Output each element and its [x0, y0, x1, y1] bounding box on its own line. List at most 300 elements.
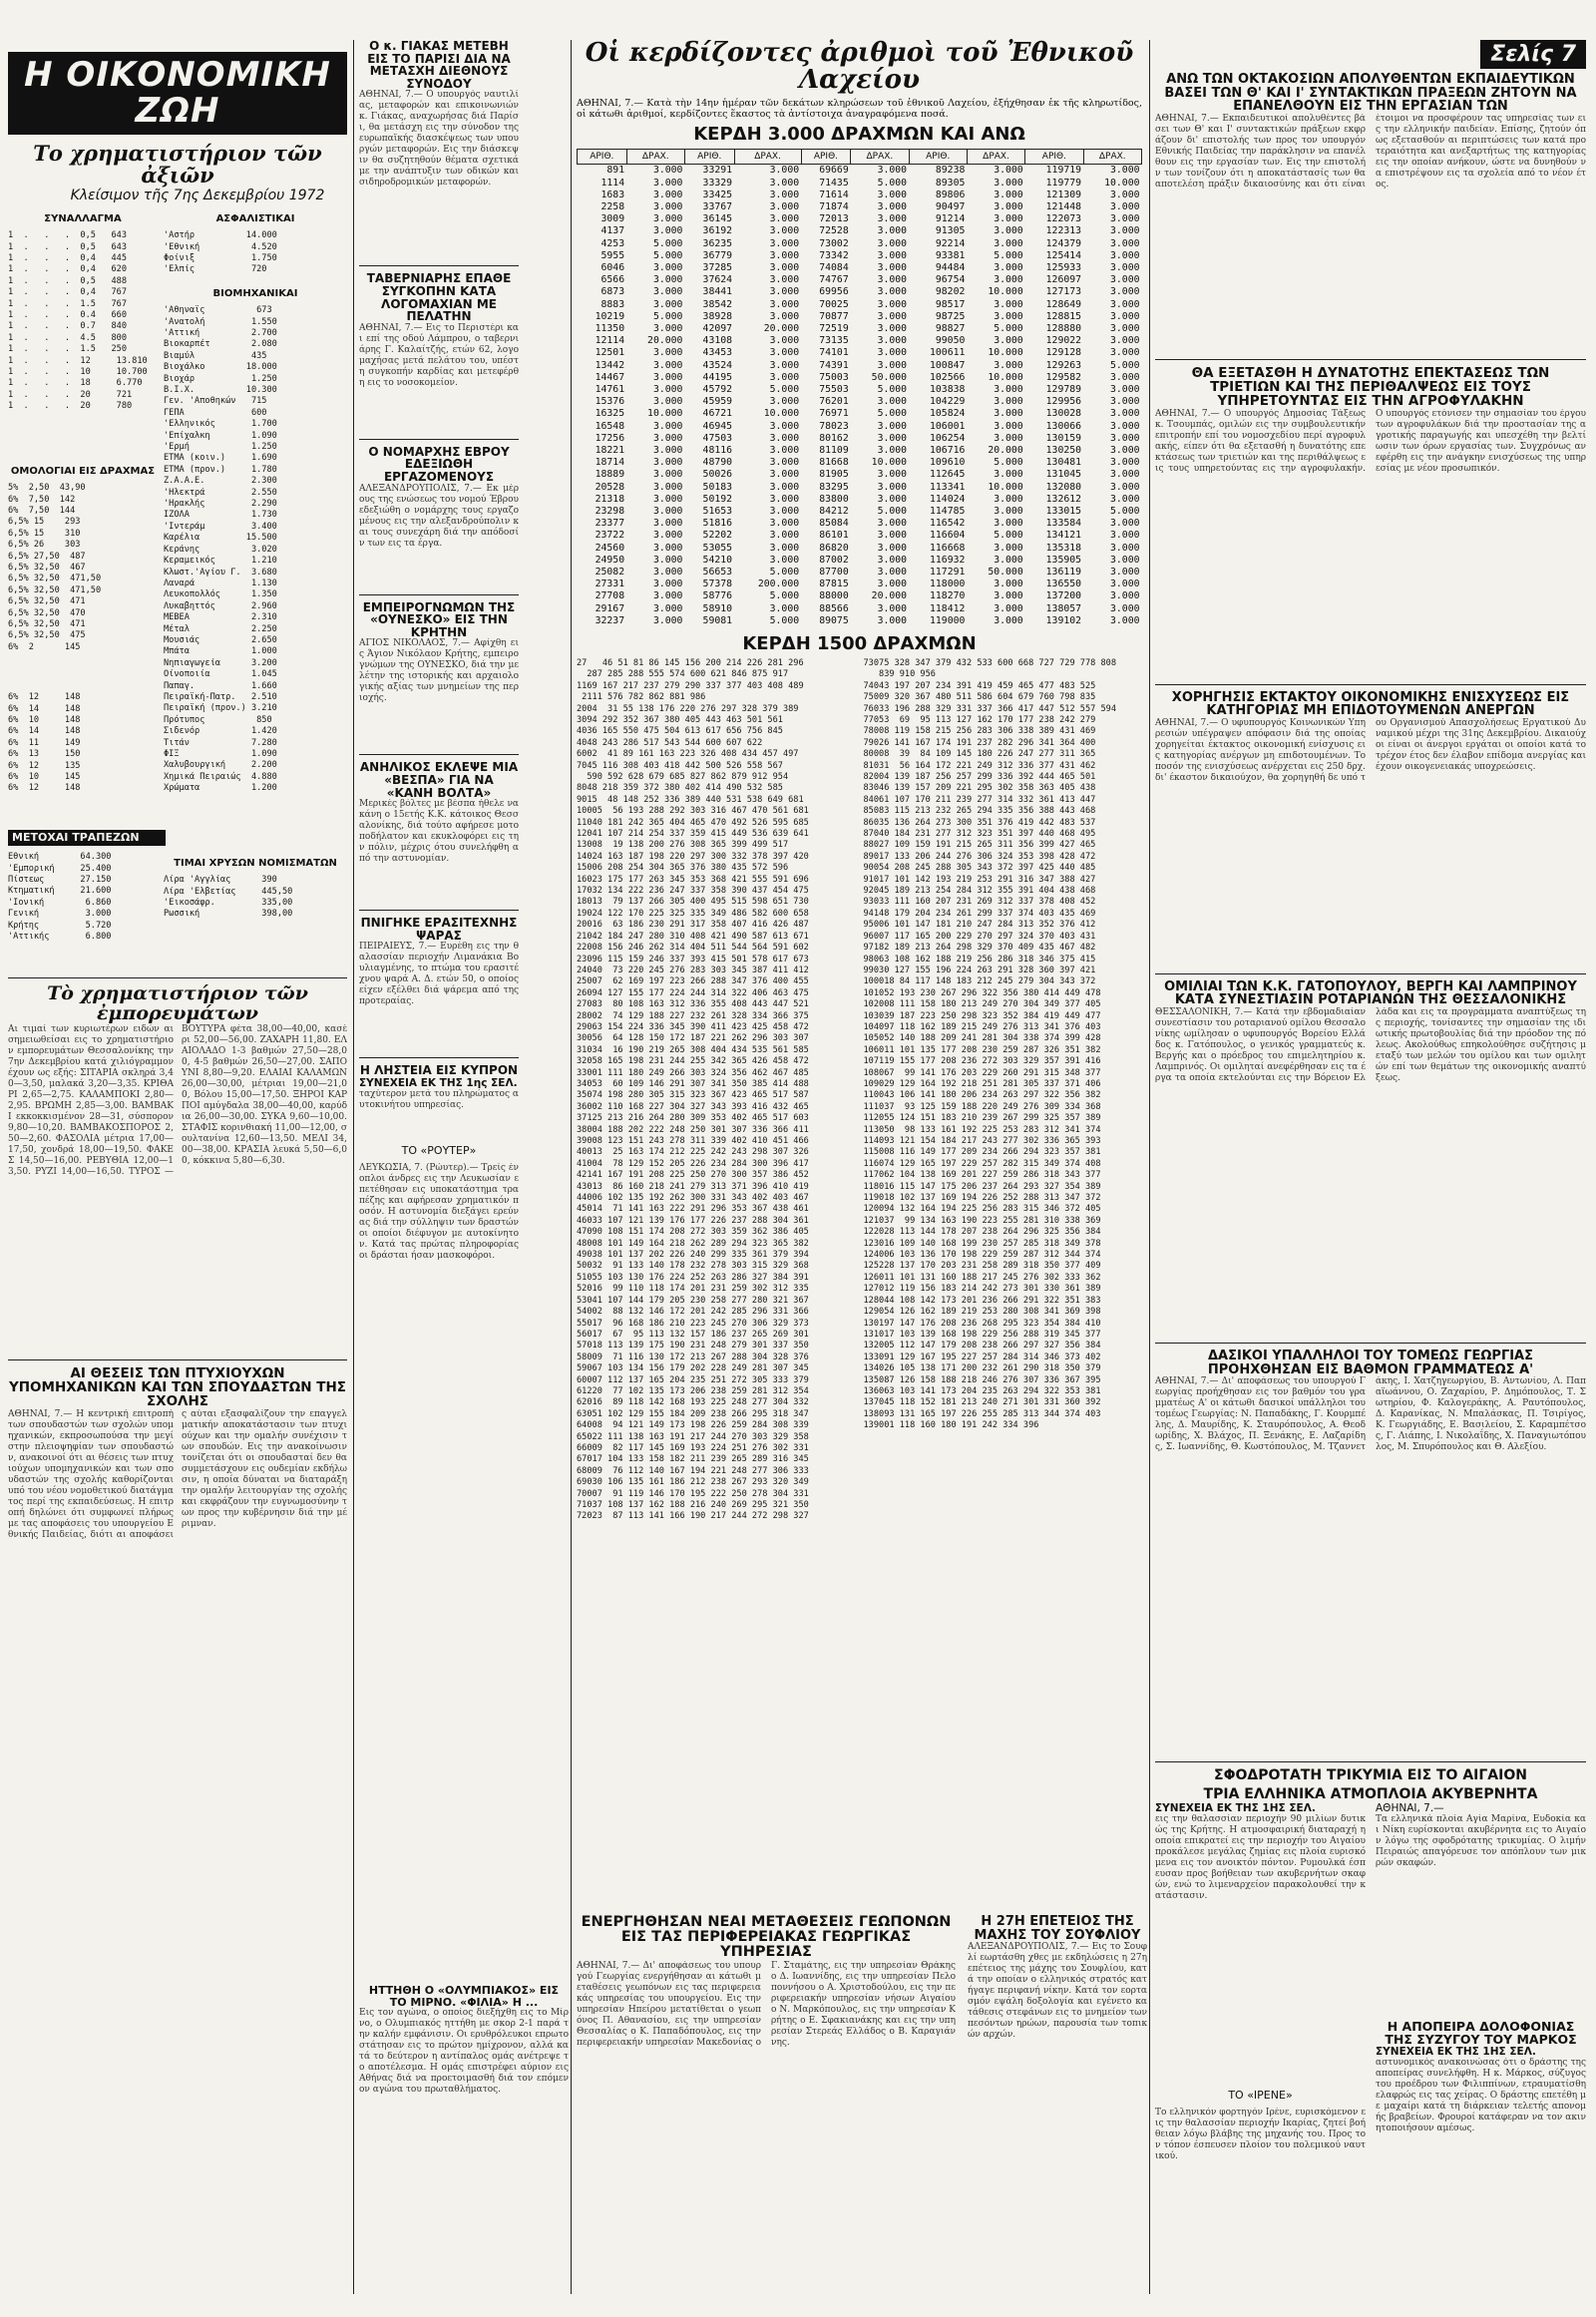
ticket-number: 54210	[702, 554, 733, 566]
ticket-number: 106716	[930, 445, 966, 456]
ticket-number: 12501	[595, 347, 625, 359]
prize-amount: 10.000	[647, 408, 683, 420]
prize-amount: 3.000	[652, 432, 683, 444]
prize-amount: 3.000	[1110, 225, 1140, 237]
prize-amount: 5.000	[877, 408, 908, 420]
lottery-row	[578, 579, 1142, 590]
aid-head: ΧΟΡΗΓΗΣΙΣ ΕΚΤΑΚΤΟΥ ΟΙΚΟΝΟΜΙΚΗΣ ΕΝΙΣΧΥΣΕΩΣ ΕΙΣ ΚΑΤΗΓΟΡΙΑΣ ΜΗ ΕΠΙΔΟΤΟΥΜΕΝΩΝ ΑΝΕΡΓΩΝ	[1171, 689, 1570, 719]
lottery-row	[578, 299, 1142, 311]
ticket-number: 136550	[1045, 579, 1082, 590]
cyprus-text: ταχύτερον μετά του πληρώματος αυτοκινήτου υπηρεσίας.	[359, 1088, 519, 1110]
col-num: ΑΡΙΘ.	[801, 150, 851, 165]
prize-amount: 3.000	[1110, 469, 1140, 481]
guards-head: ΘΑ ΕΞΕΤΑΣΘΗ Η ΔΥΝΑΤΟΤΗΣ ΕΠΕΚΤΑΣΕΩΣ ΤΩΝ ΤΡΙΕΤΙΩΝ ΚΑΙ ΤΗΣ ΠΕΡΙΘΑΛΨΕΩΣ ΕΙΣ ΤΟΥΣ ΥΠΗΡΕΤΟΥΝΤΑΣ ΕΙΣ ΤΗΝ ΑΓΡΟΦΥΛΑΚΗΝ	[1191, 365, 1550, 410]
ticket-number: 18714	[595, 457, 625, 469]
prize-amount: 3.000	[994, 225, 1023, 237]
ticket-number: 126097	[1045, 274, 1082, 286]
prize-amount: 3.000	[769, 469, 800, 481]
prize-amount: 3.000	[1110, 542, 1140, 554]
prize-amount: 50.000	[988, 567, 1023, 579]
ticket-number: 81668	[819, 457, 849, 469]
ticket-number: 129582	[1045, 371, 1082, 383]
fisher-text: ΠΕΙΡΑΙΕΥΣ, 7.— Ευρέθη εις την θαλασσίαν περιοχήν Λιμανάκια Βουλιαγμένης, το πτώμα του ερασιτέχνου ψαρά Α. Δ. ετών 50, ο οποίος είχεν εξέλθει διά ψάρεμα από της προτεραίας.	[359, 942, 519, 1007]
ticket-number: 72013	[819, 213, 849, 225]
lottery-row	[578, 543, 1142, 555]
ticket-number: 27331	[595, 579, 625, 590]
prize-amount: 10.000	[988, 286, 1023, 298]
prize-amount: 5.000	[769, 590, 800, 602]
banks-section-title: ΜΕΤΟΧΑΙ ΤΡΑΠΕΖΩΝ	[8, 830, 166, 846]
ticket-number: 42097	[702, 322, 733, 334]
col-num: ΑΡΙΘ.	[684, 150, 734, 165]
middle-news-column	[359, 40, 519, 1362]
ticket-number: 4137	[600, 225, 625, 237]
ticket-number: 113341	[930, 481, 966, 493]
ticket-number: 37624	[702, 274, 733, 286]
prize-3000-header-row	[578, 150, 1142, 165]
ticket-number: 36779	[702, 249, 733, 261]
ticket-number: 124379	[1045, 237, 1082, 249]
ticket-number: 73002	[819, 237, 849, 249]
unesco-text: ΑΓΙΟΣ ΝΙΚΟΛΑΟΣ, 7.— Αφίχθη εις Άγιον Νικόλαον Κρήτης, εμπειρογνώμων της ΟΥΝΕΣΚΟ, διά την μελέτην της ιστορικής και αρχαιολογικής αξίας των μνημείων της περιοχής.	[359, 638, 519, 704]
giakas-head: Ο κ. ΓΙΑΚΑΣ ΜΕΤΕΒΗ ΕΙΣ ΤΟ ΠΑΡΙΣΙ ΔΙΑ ΝΑ ΜΕΤΑΣΧΗ ΔΙΕΘΝΟΥΣ ΣΥΝΟΔΟΥ	[367, 39, 511, 91]
prize-amount: 5.000	[652, 249, 683, 261]
prize-amount: 3.000	[652, 457, 683, 469]
lottery-row	[578, 396, 1142, 408]
prize-amount: 3.000	[652, 274, 683, 286]
prize-amount: 10.000	[871, 457, 908, 469]
ticket-number: 33329	[702, 177, 733, 189]
ticket-number: 89075	[819, 614, 849, 626]
ticket-number: 87002	[819, 554, 849, 566]
prize-amount: 3.000	[994, 420, 1023, 432]
prize-amount: 3.000	[877, 200, 908, 212]
ticket-number: 85084	[819, 518, 849, 530]
teachers-text: ΑΘΗΝΑΙ, 7.— Εκπαιδευτικοί απολυθέντες βάσει των Θ' και Ι' συντακτικών πράξεων εκφράζουν δι' επιστολής των προς τον υπουργόν Εθνικής Παιδείας την παράκλησιν να επανέλθουν εις την εργασίαν των. Εις την επιστολήν των τονίζουν ότι η αποκατάστασίς των θα αποτελέση πράξιν δικαιοσύνης και ότι είναι έτοιμοι να προσφέρουν τας υπηρεσίας των εις την ελληνικήν παιδείαν. Επίσης, ζητούν όπως εξετασθούν αι περιπτώσεις των κατά προτεραιότητα και ανεξαρτήτως της κατηγορίας εις την οποίαν ανήκουν, ώστε να δυνηθούν να επιστρέψουν εις τα σχολεία από το νέον έτος.	[1155, 114, 1586, 191]
prize-amount: 3.000	[1110, 408, 1140, 420]
prize-amount: 3.000	[877, 335, 908, 347]
ticket-number: 23298	[595, 506, 625, 518]
ticket-number: 98517	[935, 298, 966, 310]
drachma-section-title: ΟΜΟΛΟΓΙΑΙ ΕΙΣ ΔΡΑΧΜΑΣ	[10, 466, 156, 478]
ticket-number: 135905	[1045, 554, 1082, 566]
prize-amount: 3.000	[769, 506, 800, 518]
prize-amount: 3.000	[652, 225, 683, 237]
prize-amount: 3.000	[877, 249, 908, 261]
prize-amount: 3.000	[1110, 396, 1140, 408]
lottery-row	[578, 190, 1142, 201]
prize-amount: 5.000	[994, 249, 1023, 261]
ticket-number: 89305	[935, 177, 966, 189]
lottery-row	[578, 311, 1142, 323]
engineers-text: ΑΘΗΝΑΙ, 7.— Η κεντρική επιτροπή των σπουδαστών των σχολών υπομηχανικών, εκπροσωπούσα την μεγίστην πλειοψηφίαν των σπουδαστών, ανακοινοί ότι αι θέσεις των πτυχιούχων υπομηχανικών και των σπουδαστών της σχολής καθορίζονται υπό του νέου νομοθετικού διατάγματος περί της εκπαιδεύσεως. Η επιτροπή δηλώνει ότι συμφωνεί πλήρως με τας αποφάσεις του υπουργείου Εθνικής Παιδείας, διότι αι αποφάσεις αύται εξασφαλίζουν την επαγγελματικήν αποκατάστασιν των πτυχιούχων και την ομαλήν συνέχισιν των σπουδών. Εις την ανακοίνωσιν τονίζεται ότι οι σπουδασταί δεν θα συμμετάσχουν εις ουδεμίαν εκδήλωσιν, η οποία δύναται να διαταράξη την ομαλήν λειτουργίαν της σχολής και εκφράζουν την ευγνωμοσύνην των προς την κυβέρνησιν διά την μέριμναν.	[8, 1408, 347, 1540]
prize-amount: 3.000	[1110, 457, 1140, 469]
prize-amount: 3.000	[652, 614, 683, 626]
geoponists-article	[577, 1915, 956, 2280]
ticket-number: 98725	[935, 310, 966, 322]
lottery-row	[578, 590, 1142, 602]
prize-amount: 3.000	[877, 493, 908, 505]
ticket-number: 130159	[1045, 432, 1082, 444]
ticket-number: 88000	[819, 590, 849, 602]
ticket-number: 125414	[1045, 249, 1082, 261]
ticket-number: 47503	[702, 432, 733, 444]
prize-amount: 3.000	[877, 432, 908, 444]
col-num: ΑΡΙΘ.	[909, 150, 967, 165]
ticket-number: 76971	[819, 408, 849, 420]
ticket-number: 81109	[819, 445, 849, 456]
ticket-number: 38441	[702, 286, 733, 298]
ticket-number: 43108	[702, 335, 733, 347]
ticket-number: 86820	[819, 542, 849, 554]
prize-amount: 3.000	[1110, 481, 1140, 493]
prize-amount: 3.000	[1110, 213, 1140, 225]
lottery-row	[578, 262, 1142, 274]
prize-amount: 3.000	[1110, 322, 1140, 334]
prize-amount: 3.000	[769, 177, 800, 189]
prize-amount: 3.000	[994, 189, 1023, 200]
prize-amount: 3.000	[1110, 432, 1140, 444]
ticket-number: 139102	[1045, 614, 1082, 626]
prize-amount: 3.000	[769, 213, 800, 225]
insurance-block: 'Αστήρ 14.000 'Εθνική 4.520 Φοίνιξ 1.750 'Ελπίς 720	[164, 230, 277, 275]
lottery-row	[578, 567, 1142, 579]
prize-amount: 20.000	[647, 335, 683, 347]
ticket-number: 130066	[1045, 420, 1082, 432]
ticket-number: 84212	[819, 506, 849, 518]
prize-amount: 3.000	[1110, 286, 1140, 298]
lottery-row	[578, 360, 1142, 372]
prize-amount: 10.000	[1104, 177, 1140, 189]
prize-amount: 5.000	[652, 310, 683, 322]
prize-amount: 3.000	[652, 469, 683, 481]
ticket-number: 29167	[595, 602, 625, 614]
ticket-number: 136119	[1045, 567, 1082, 579]
prize-amount: 3.000	[877, 481, 908, 493]
ticket-number: 6873	[600, 286, 625, 298]
prize-amount: 3.000	[652, 602, 683, 614]
lottery-row	[578, 165, 1142, 178]
ticket-number: 75003	[819, 371, 849, 383]
ticket-number: 128649	[1045, 298, 1082, 310]
gold-section-title: ΤΙΜΑΙ ΧΡΥΣΩΝ ΝΟΜΙΣΜΑΤΩΝ	[174, 858, 337, 870]
ticket-number: 1683	[600, 189, 625, 200]
col-dr: ΔΡΑΧ.	[626, 150, 684, 165]
prize-amount: 3.000	[877, 614, 908, 626]
ticket-number: 118270	[930, 590, 966, 602]
ticket-number: 4253	[600, 237, 625, 249]
ticket-number: 116668	[930, 542, 966, 554]
prize-amount: 3.000	[994, 554, 1023, 566]
fx-section-title: ΣΥΝΑΛΛΑΓΜΑ	[44, 213, 122, 225]
ticket-number: 130481	[1045, 457, 1082, 469]
ticket-number: 75503	[819, 383, 849, 395]
prize-amount: 3.000	[994, 432, 1023, 444]
ticket-number: 10219	[595, 310, 625, 322]
ticket-number: 18221	[595, 445, 625, 456]
ticket-number: 119719	[1045, 165, 1082, 177]
cyprus-continued: ΣΥΝΕΧΕΙΑ ΕΚ ΤΗΣ 1ης ΣΕΛ.	[359, 1076, 518, 1089]
ticket-number: 125933	[1045, 261, 1082, 273]
prize-amount: 3.000	[769, 310, 800, 322]
prize-amount: 20.000	[871, 590, 908, 602]
lottery-row	[578, 408, 1142, 420]
prize-amount: 3.000	[652, 322, 683, 334]
ticket-number: 50192	[702, 493, 733, 505]
prize-amount: 5.000	[769, 567, 800, 579]
vespa-text: Μερικές βόλτες με βέσπα ήθελε να κάνη ο 15ετής Κ.Κ. κάτοικος Θεσσαλονίκης, διά τούτο αφήρεσε μοτοποδήλατον και εκυκλοφόρει εις την πόλιν, μέχρις ότου συνελήφθη από την αστυνομίαν.	[359, 799, 519, 865]
lottery-section	[577, 40, 1142, 2075]
fx-rates-block: 1 . . . 0,5 643 1 . . . 0,5 643 1 . . . 0,4 445 1 . . . 0,4 620 1 . . . 0,5 488 1 . . . 0,4 767 1 . . . 1.5 767 1 . . . 0.4 660 1 . . . 0.7 840 1 . . . 4.5 800 1 . . . 1.5 250 1 . . . 12 13.810 1 . . . 10 10.700 1 . . . 18 6.770 1 . . . 20 721 1 . . . 20 780	[8, 230, 148, 412]
prize-amount: 3.000	[877, 237, 908, 249]
ticket-number: 891	[606, 165, 625, 177]
prize-amount: 3.000	[994, 310, 1023, 322]
ticket-number: 14467	[595, 371, 625, 383]
ticket-number: 99050	[935, 335, 966, 347]
prize-amount: 3.000	[877, 554, 908, 566]
storm-continued: ΣΥΝΕΧΕΙΑ ΕΚ ΤΗΣ 1ΗΣ ΣΕΛ.	[1155, 1801, 1316, 1814]
lottery-row	[578, 347, 1142, 359]
ticket-number: 18889	[595, 469, 625, 481]
prize-amount: 3.000	[877, 445, 908, 456]
prize-amount: 3.000	[1110, 590, 1140, 602]
prize-amount: 3.000	[652, 177, 683, 189]
prize-amount: 3.000	[994, 359, 1023, 371]
prize-amount: 3.000	[769, 457, 800, 469]
lottery-row	[578, 445, 1142, 457]
ticket-number: 11350	[595, 322, 625, 334]
ticket-number: 132612	[1045, 493, 1082, 505]
ticket-number: 52202	[702, 530, 733, 542]
ticket-number: 33767	[702, 200, 733, 212]
prize-amount: 3.000	[994, 200, 1023, 212]
prize-amount: 5.000	[1110, 506, 1140, 518]
col-dr: ΔΡΑΧ.	[734, 150, 801, 165]
rotary-head: ΟΜΙΛΙΑΙ ΤΩΝ Κ.Κ. ΓΑΤΟΠΟΥΛΟΥ, ΒΕΡΓΗ ΚΑΙ ΛΑΜΠΡΙΝΟΥ ΚΑΤΑ ΣΥΝΕΣΤΙΑΣΙΝ ΡΟΤΑΡΙΑΝΩΝ ΤΗΣ ΘΕΣΣΑΛΟΝΙΚΗΣ	[1164, 978, 1577, 1008]
prize-amount: 3.000	[652, 383, 683, 395]
ticket-number: 73342	[819, 249, 849, 261]
lottery-row	[578, 238, 1142, 250]
prize-amount: 5.000	[877, 177, 908, 189]
prize-amount: 20.000	[763, 322, 800, 334]
ticket-number: 6046	[600, 261, 625, 273]
prize-amount: 3.000	[652, 590, 683, 602]
prize-amount: 3.000	[877, 189, 908, 200]
stock-subtitle: Κλείσιμον τῆς 7ης Δεκεμβρίου 1972	[70, 188, 325, 204]
prize-amount: 3.000	[652, 579, 683, 590]
ticket-number: 137200	[1045, 590, 1082, 602]
ticket-number: 8883	[600, 298, 625, 310]
ticket-number: 6566	[600, 274, 625, 286]
ticket-number: 25082	[595, 567, 625, 579]
ticket-number: 119779	[1045, 177, 1082, 189]
ticket-number: 129263	[1045, 359, 1082, 371]
prize-amount: 3.000	[877, 274, 908, 286]
prize-amount: 3.000	[877, 213, 908, 225]
prize-amount: 3.000	[1110, 518, 1140, 530]
prize-amount: 5.000	[1110, 359, 1140, 371]
ticket-number: 51653	[702, 506, 733, 518]
prize-amount: 3.000	[877, 602, 908, 614]
prize-amount: 3.000	[769, 286, 800, 298]
prize-amount: 3.000	[994, 165, 1023, 177]
ticket-number: 45792	[702, 383, 733, 395]
ticket-number: 100611	[930, 347, 966, 359]
commodity-title: Τὸ χρηματιστήριον τῶν ἐμπορευμάτων	[47, 982, 308, 1025]
prize-amount: 3.000	[652, 359, 683, 371]
prize-amount: 3.000	[652, 506, 683, 518]
prize-amount: 5.000	[994, 457, 1023, 469]
ticket-number: 50183	[702, 481, 733, 493]
battle-head: Η 27Η ΕΠΕΤΕΙΟΣ ΤΗΣ ΜΑΧΗΣ ΤΟΥ ΣΟΥΦΛΙΟΥ	[974, 1914, 1141, 1943]
storm-head: ΣΦΟΔΡΟΤΑΤΗ ΤΡΙΚΥΜΙΑ ΕΙΣ ΤΟ ΑΙΓΑΙΟΝ	[1214, 1767, 1527, 1784]
industrial-section-title: ΒΙΟΜΗΧΑΝΙΚΑΙ	[212, 288, 298, 300]
ticket-number: 129022	[1045, 335, 1082, 347]
prize-amount: 3.000	[769, 371, 800, 383]
ticket-number: 1114	[600, 177, 625, 189]
prize-amount: 3.000	[1110, 614, 1140, 626]
lottery-row	[578, 250, 1142, 262]
lottery-intro: ΑΘΗΝΑΙ, 7.— Κατὰ τὴν 14ην ἡμέραν τῶν δεκάτων κληρώσεων τοῦ ἐθνικοῦ Λαχείου, ἐξήχθησαν ἐκ τῆς κληρωτίδος, οἱ κάτωθι ἀριθμοί, κερδίζοντες ἕκαστος τὰ ἀντίστοιχα ἀναγραφόμενα ποσά.	[577, 97, 1142, 120]
ticket-number: 74391	[819, 359, 849, 371]
prize-amount: 3.000	[994, 274, 1023, 286]
prize-3000-title: ΚΕΡΔΗ 3.000 ΔΡΑΧΜΩΝ ΚΑΙ ΑΝΩ	[693, 124, 1025, 146]
ticket-number: 51816	[702, 518, 733, 530]
prize-amount: 3.000	[877, 310, 908, 322]
ticket-number: 87700	[819, 567, 849, 579]
ticket-number: 45959	[702, 396, 733, 408]
ticket-number: 116604	[930, 530, 966, 542]
prize-amount: 10.000	[763, 408, 800, 420]
prize-amount: 3.000	[769, 347, 800, 359]
ticket-number: 15376	[595, 396, 625, 408]
ticket-number: 89238	[935, 165, 966, 177]
prize-amount: 3.000	[1110, 383, 1140, 395]
marcos-continued: ΣΥΝΕΧΕΙΑ ΕΚ ΤΗΣ 1ΗΣ ΣΕΛ.	[1376, 2046, 1536, 2058]
prize-amount: 3.000	[877, 225, 908, 237]
ticket-number: 46721	[702, 408, 733, 420]
prize-amount: 3.000	[1110, 189, 1140, 200]
rotary-text: ΘΕΣΣΑΛΟΝΙΚΗ, 7.— Κατά την εβδομαδιαίαν συνεστίασιν του ροταριανού ομίλου Θεσσαλονίκης ωμίλησαν ο υφυπουργός Βορείου Ελλάδος κ. Γατόπουλος, ο γενικός γραμματεύς κ. Βεργής και ο πρόεδρος του επιμελητηρίου κ. Λαμπρινός. Οι ομιληταί ανεφέρθησαν εις τα έργα τα οποία εκτελούνται εις την Βόρειον Ελλάδα και εις τα προγράμματα αναπτύξεως της περιοχής, τονίσαντες την σημασίαν της ιδιωτικής πρωτοβουλίας διά την πρόοδον της πόλεως. Ακολούθως επηκολούθησε συζήτησις μεταξύ των μελών του ομίλου και των ομιλητών επί των θεμάτων της οικονομικής αναπτύξεως.	[1155, 1007, 1586, 1084]
lottery-row	[578, 518, 1142, 530]
ticket-number: 129956	[1045, 396, 1082, 408]
prize-amount: 3.000	[994, 518, 1023, 530]
ticket-number: 46945	[702, 420, 733, 432]
drachma-bonds-block: 5% 2,50 43,90 6% 7,50 142 6% 7,50 144 6,5% 15 293 6,5% 15 310 6,5% 26 303 6,5% 27,50 487 6,5% 32,50 467 6,5% 32,50 471,50 6,5% 32,50 471,50 6,5% 32,50 471 6,5% 32,50 470 6,5% 32,50 471 6,5% 32,50 475 6% 2 145	[8, 483, 102, 652]
prize-amount: 3.000	[1110, 249, 1140, 261]
lottery-row	[578, 323, 1142, 335]
ticket-number: 128815	[1045, 310, 1082, 322]
prize-amount: 3.000	[1110, 530, 1140, 542]
ticket-number: 72519	[819, 322, 849, 334]
prize-amount: 3.000	[769, 165, 800, 177]
tavern-text: ΑΘΗΝΑΙ, 7.— Εις το Περιστέρι και επί της οδού Λάμπρου, ο ταβερνιάρης Γ. Καλαίτζής, ετών 62, λογομαχήσας μετά πελάτου του, υπέστη συγκοπήν καρδίας και μετεφέρθη εις το νοσοκομείον.	[359, 322, 519, 388]
prize-amount: 3.000	[994, 614, 1023, 626]
battle-text: ΑΛΕΞΑΝΔΡΟΥΠΟΛΙΣ, 7.— Εις το Σουφλί εωρτάσθη χθες με εκδηλώσεις η 27η επέτειος της μάχης του Σουφλίου, κατά την οποίαν ο ελληνικός στρατός κατήγαγε περιφανή νίκην. Κατά τον εορτασμόν εψάλη δοξολογία και εγένετο κατάθεσις στεφάνων εις το μνημείον των πεσόντων ηρώων, παρουσία των τοπικών αρχών.	[968, 1942, 1147, 2041]
prize-amount: 3.000	[994, 261, 1023, 273]
marcos-head: Η ΑΠΟΠΕΙΡΑ ΔΟΛΟΦΟΝΙΑΣ ΤΗΣ ΣΥΖΥΓΟΥ ΤΟΥ ΜΑΡΚΟΣ	[1385, 2018, 1577, 2047]
reuter-label: ΤΟ «ΡΟΥΤΕΡ»	[401, 1143, 477, 1157]
prize-amount: 3.000	[652, 481, 683, 493]
lottery-row	[578, 286, 1142, 298]
ticket-number: 112645	[930, 469, 966, 481]
prize-amount: 3.000	[994, 590, 1023, 602]
ticket-number: 57378	[702, 579, 733, 590]
prize-amount: 3.000	[769, 237, 800, 249]
ticket-number: 116542	[930, 518, 966, 530]
ticket-number: 20528	[595, 481, 625, 493]
ticket-number: 91214	[935, 213, 966, 225]
prize-amount: 3.000	[652, 420, 683, 432]
ticket-number: 16325	[595, 408, 625, 420]
prize-amount: 3.000	[1110, 420, 1140, 432]
prize-amount: 3.000	[1110, 274, 1140, 286]
prize-amount: 3.000	[769, 261, 800, 273]
ticket-number: 56653	[702, 567, 733, 579]
ticket-number: 37285	[702, 261, 733, 273]
lottery-title: Οἱ κερδίζοντες ἀριθμοὶ τοῦ Ἐθνικοῦ Λαχείου	[585, 38, 1134, 96]
prize-amount: 5.000	[877, 383, 908, 395]
prize-amount: 3.000	[769, 542, 800, 554]
ticket-number: 71435	[819, 177, 849, 189]
ticket-number: 100847	[930, 359, 966, 371]
prize-amount: 3.000	[1110, 493, 1140, 505]
prize-amount: 3.000	[1110, 261, 1140, 273]
ticket-number: 88566	[819, 602, 849, 614]
teachers-head: ΑΝΩ ΤΩΝ ΟΚΤΑΚΟΣΙΩΝ ΑΠΟΛΥΘΕΝΤΩΝ ΕΚΠΑΙΔΕΥΤΙΚΩΝ ΒΑΣΕΙ ΤΩΝ Θ' ΚΑΙ Ι' ΣΥΝΤΑΚΤΙΚΩΝ ΠΡΑΞΕΩΝ ΖΗΤΟΥΝ ΝΑ ΕΠΑΝΕΛΘΟΥΝ ΕΙΣ ΤΗΝ ΕΡΓΑΣΙΑΝ ΤΩΝ	[1164, 72, 1577, 115]
ticket-number: 12114	[595, 335, 625, 347]
prize-amount: 3.000	[1110, 554, 1140, 566]
prize-amount: 3.000	[994, 579, 1023, 590]
ships-text: Τα ελληνικά πλοία Αγία Μαρίνα, Ευδοκία και Νίκη ευρίσκονται ακυβέρνητα εις το Αιγαίον λόγω της σφοδρότατης τρικυμίας. Ο λιμήν Πειραιώς απαγόρευσε τον απόπλουν των μικρών σκαφών.	[1376, 1813, 1586, 1868]
ticket-number: 69956	[819, 286, 849, 298]
ticket-number: 69669	[819, 165, 849, 177]
prize-amount: 3.000	[769, 554, 800, 566]
prize-amount: 5.000	[769, 614, 800, 626]
prize-amount: 3.000	[877, 322, 908, 334]
ticket-number: 72528	[819, 225, 849, 237]
ticket-number: 71874	[819, 200, 849, 212]
guards-text: ΑΘΗΝΑΙ, 7.— Ο υπουργός Δημοσίας Τάξεως κ. Τσουμπάς, ομιλών εις την συμβουλευτικήν επιτροπήν επί του νομοσχεδίου περί αγροφυλακής, είπεν ότι θα εξετασθή η δυνατότης επεκτάσεως των τριετιών και της περιθάλψεως εις τους υπηρετούντας εις την αγροφυλακήν. Ο υπουργός ετόνισεν την σημασίαν του έργου των αγροφυλάκων διά την προστασίαν της αγροτικής παραγωγής και υπεσχέθη την βελτίωσιν των όρων εργασίας των. Συγχρόνως ανεφέρθη εις την ανάγκην ενισχύσεως της υπηρεσίας με νέον προσωπικόν.	[1155, 408, 1586, 474]
col-dr: ΔΡΑΧ.	[967, 150, 1024, 165]
prize-amount: 3.000	[652, 530, 683, 542]
prize-amount: 3.000	[877, 261, 908, 273]
masthead: Η ΟΙΚΟΝΟΜΙΚΗ ΖΩΗ	[8, 52, 347, 135]
ticket-number: 58910	[702, 602, 733, 614]
engineers-head: ΑΙ ΘΕΣΕΙΣ ΤΩΝ ΠΤΥΧΙΟΥΧΩΝ ΥΠΟΜΗΧΑΝΙΚΩΝ ΚΑΙ ΤΩΝ ΣΠΟΥΔΑΣΤΩΝ ΤΗΣ ΣΧΟΛΗΣ	[8, 1365, 346, 1410]
olympiakos-text: Εις τον αγώνα, ο οποίος διεξήχθη εις το Μίρνο, ο Ολυμπιακός ηττήθη με σκορ 2-1 παρά την καλήν εμφάνισιν. Οι ερυθρόλευκοι επρωτοστάτησαν εις το πρώτον ημίχρονον, αλλά κατά το δεύτερον η αντίπαλος ομάς ανέτρεψε το αποτέλεσμα. Η ομάς επιστρέφει αύριον εις Αθήνας διά να προετοιμασθή διά τον επόμενον αγώνα του πρωταθλήματος.	[359, 2008, 569, 2096]
prize-amount: 3.000	[1110, 310, 1140, 322]
prize-amount: 3.000	[652, 542, 683, 554]
ticket-number: 106001	[930, 420, 966, 432]
prize-amount: 3.000	[1110, 165, 1140, 177]
column-rule	[353, 40, 354, 2294]
ticket-number: 103838	[930, 383, 966, 395]
ticket-number: 92214	[935, 237, 966, 249]
ticket-number: 138057	[1045, 602, 1082, 614]
prize-amount: 5.000	[877, 506, 908, 518]
nomarch-head: Ο ΝΟΜΑΡΧΗΣ ΕΒΡΟΥ ΕΔΕΞΙΩΘΗ ΕΡΓΑΖΟΜΕΝΟΥΣ	[368, 444, 510, 484]
prize-amount: 3.000	[1110, 579, 1140, 590]
prize-amount: 3.000	[877, 359, 908, 371]
fisher-head: ΠΝΙΓΗΚΕ ΕΡΑΣΙΤΕΧΝΗΣ ΨΑΡΑΣ	[360, 916, 518, 943]
col-dr: ΔΡΑΧ.	[851, 150, 909, 165]
lottery-row	[578, 225, 1142, 237]
ticket-number: 122073	[1045, 213, 1082, 225]
unesco-head: ΕΜΠΕΙΡΟΓΝΩΜΩΝ ΤΗΣ «ΟΥΝΕΣΚΟ» ΕΙΣ ΤΗΝ ΚΡΗΤΗΝ	[362, 599, 516, 639]
ticket-number: 24950	[595, 554, 625, 566]
lottery-row	[578, 457, 1142, 469]
